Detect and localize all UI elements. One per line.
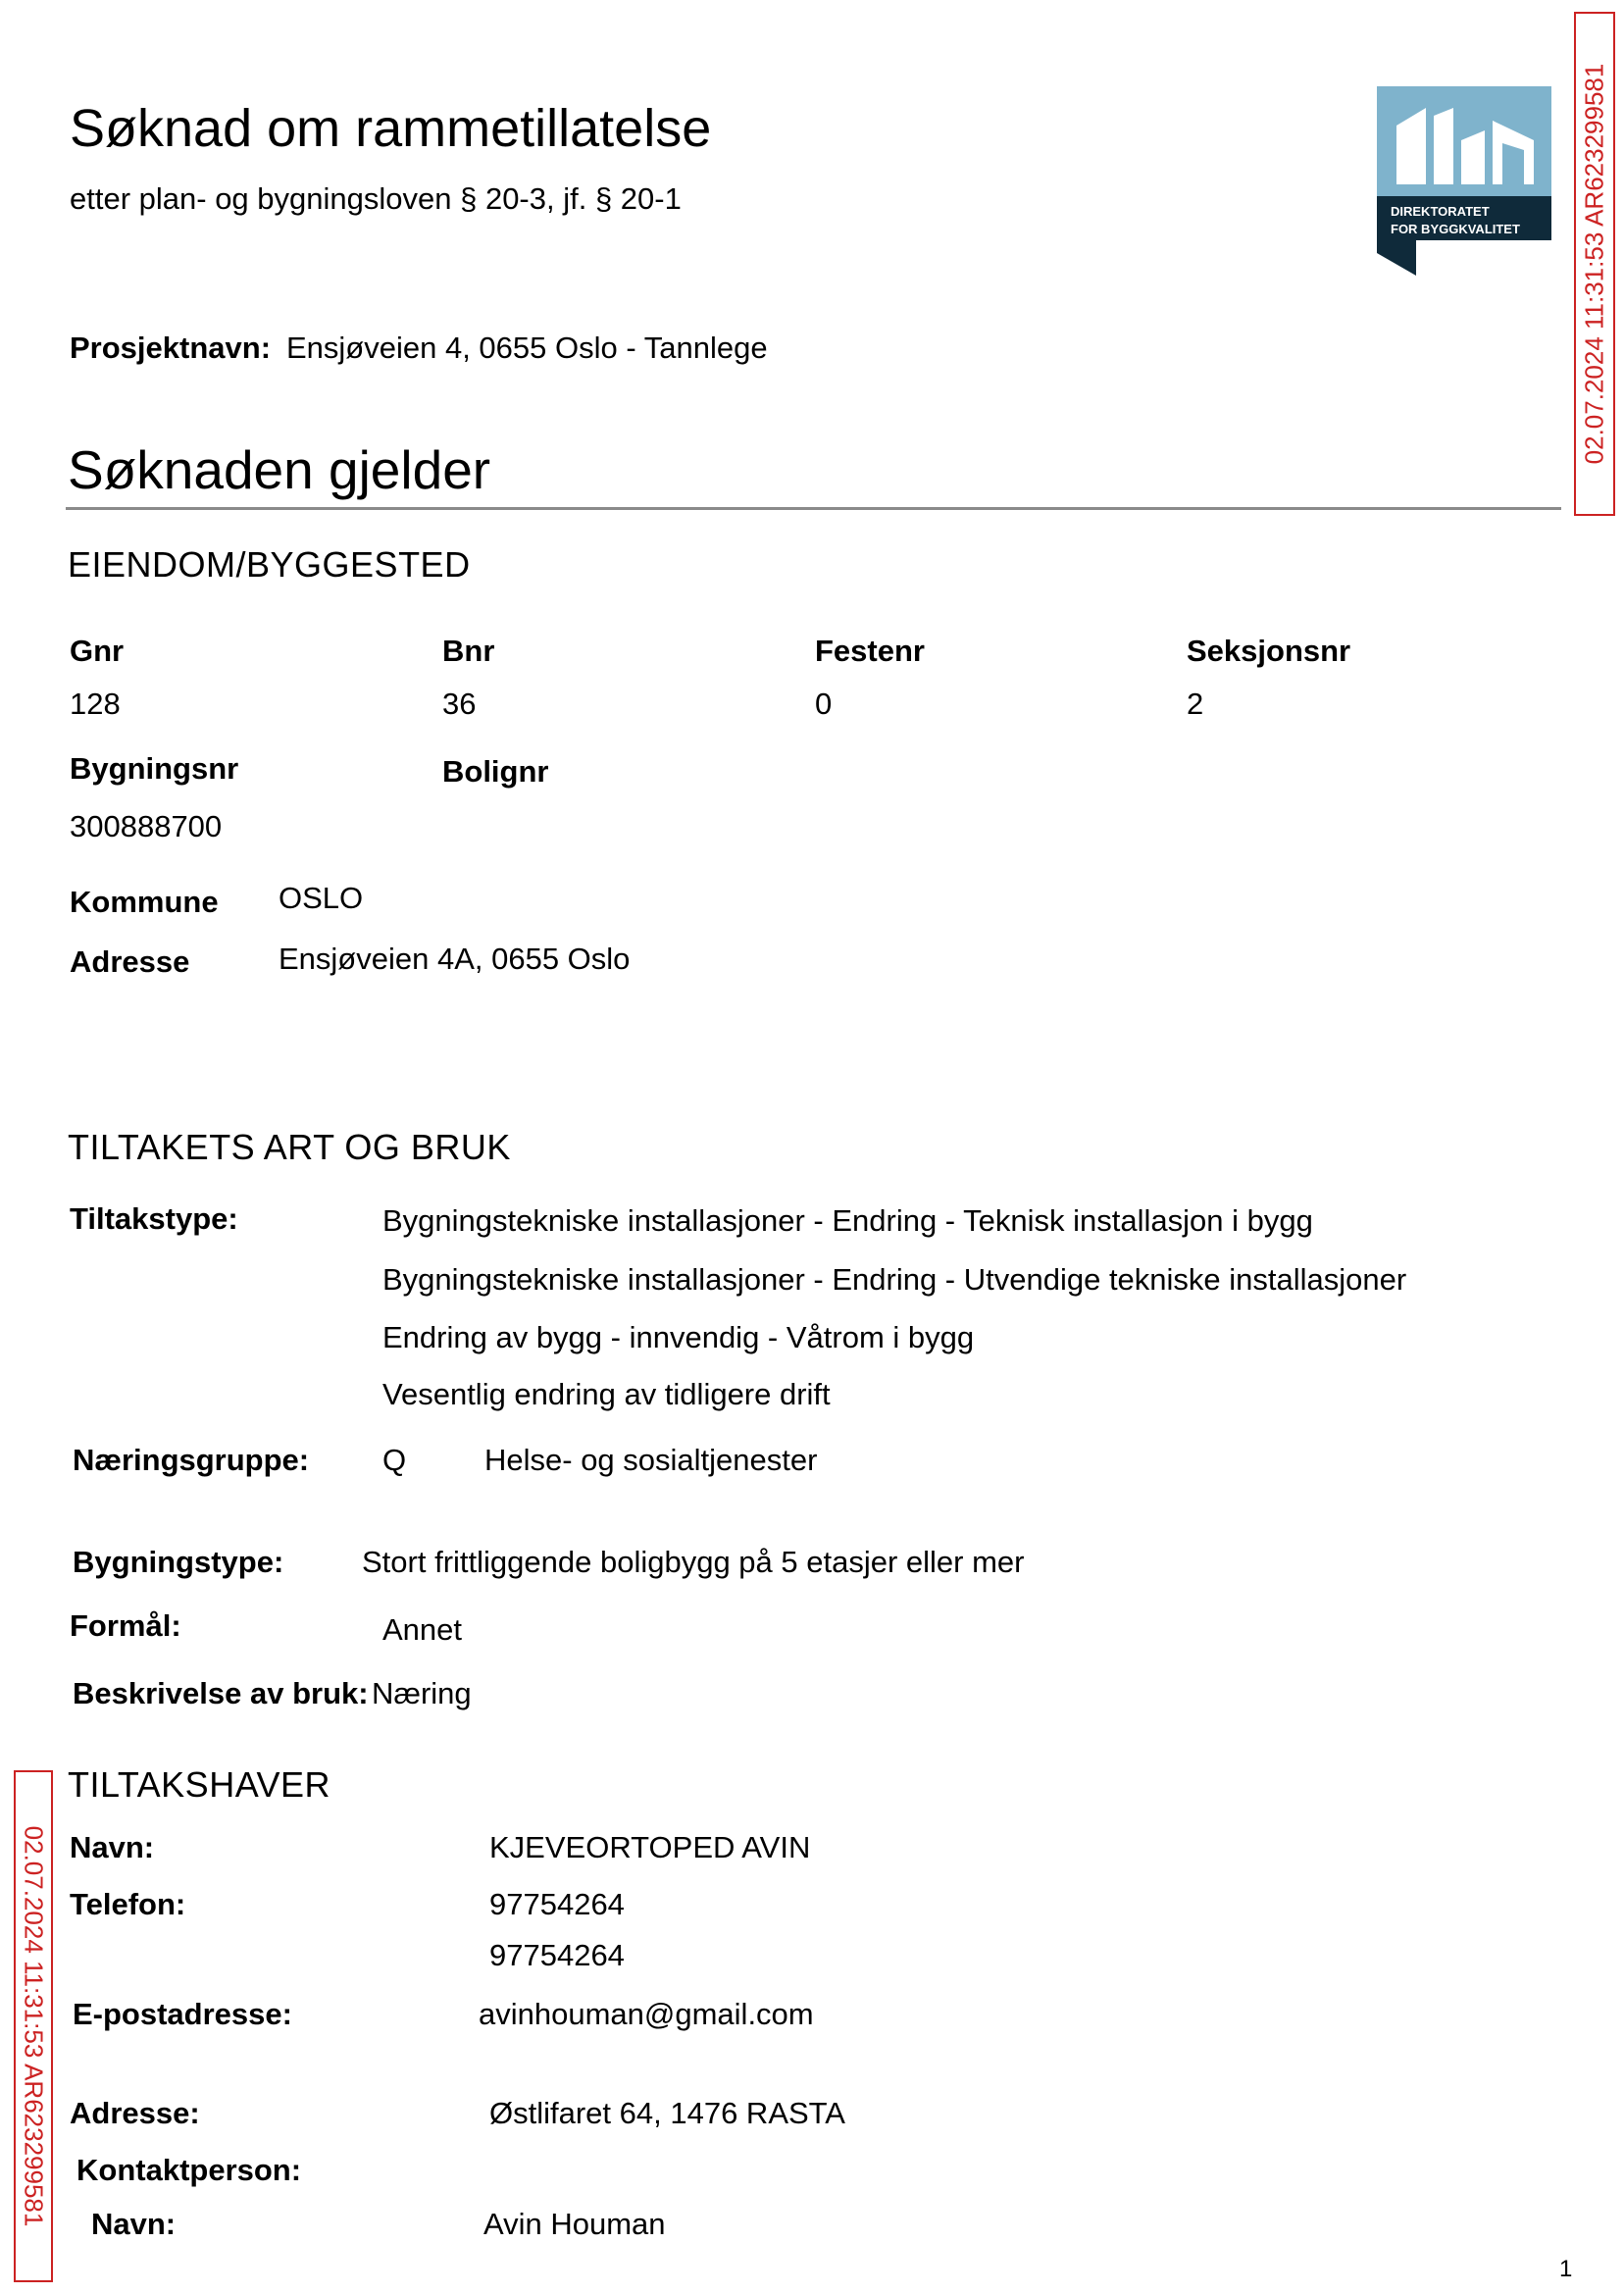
owner-navn-value: KJEVEORTOPED AVIN <box>489 1830 811 1864</box>
owner-telefon-value: 97754264 <box>489 1938 625 1972</box>
timestamp-stamp-top <box>1574 12 1615 516</box>
stamp-text: 02.07.2024 11:31:53 AR623299581 <box>1579 63 1609 465</box>
logo-text-line1: DIREKTORATET <box>1391 204 1490 219</box>
kontaktperson-label: Kontaktperson: <box>76 2153 302 2187</box>
bygningstype-value: Stort frittliggende boligbygg på 5 etasjer eller mer <box>362 1545 1025 1579</box>
project-value: Ensjøveien 4, 0655 Oslo - Tannlege <box>286 331 768 365</box>
festenr-label: Festenr <box>815 634 925 668</box>
beskrivelse-value: Næring <box>372 1676 472 1710</box>
gnr-value: 128 <box>70 687 121 721</box>
section-title-measure: TILTAKETS ART OG BRUK <box>68 1127 511 1167</box>
timestamp-stamp-bottom <box>14 1770 53 2282</box>
owner-telefon-label: Telefon: <box>70 1887 186 1921</box>
kommune-label: Kommune <box>70 885 219 919</box>
heading-divider <box>66 507 1561 510</box>
stamp-text: 02.07.2024 11:31:53 AR623299581 <box>19 1825 49 2227</box>
bnr-label: Bnr <box>442 634 495 668</box>
tiltakstype-item: Bygningstekniske installasjoner - Endring - Teknisk installasjon i bygg <box>382 1203 1313 1238</box>
project-label: Prosjektnavn: <box>70 331 272 365</box>
owner-adresse-value: Østlifaret 64, 1476 RASTA <box>489 2096 845 2130</box>
main-heading: Søknaden gjelder <box>68 439 491 500</box>
naeringsgruppe-value: Helse- og sosialtjenester <box>484 1443 818 1477</box>
section-title-property: EIENDOM/BYGGESTED <box>68 544 471 585</box>
tiltakstype-item: Bygningstekniske installasjoner - Endring - Utvendige tekniske installasjoner <box>382 1262 1407 1297</box>
formal-label: Formål: <box>70 1608 181 1643</box>
logo-graphic <box>1377 86 1551 276</box>
page-subtitle: etter plan- og bygningsloven § 20-3, jf. § 20-1 <box>70 181 682 216</box>
owner-epost-label: E-postadresse: <box>73 1997 292 2031</box>
tiltakstype-item: Endring av bygg - innvendig - Våtrom i bygg <box>382 1320 975 1354</box>
tiltakstype-item: Vesentlig endring av tidligere drift <box>382 1377 831 1411</box>
bygningstype-label: Bygningstype: <box>73 1545 284 1579</box>
bygningsnr-label: Bygningsnr <box>70 751 239 786</box>
kommune-value: OSLO <box>279 881 364 915</box>
adresse-value: Ensjøveien 4A, 0655 Oslo <box>279 942 631 976</box>
owner-telefon-value: 97754264 <box>489 1887 625 1921</box>
bolignr-label: Bolignr <box>442 754 549 789</box>
section-title-owner: TILTAKSHAVER <box>68 1764 331 1805</box>
logo-text-line2: FOR BYGGKVALITET <box>1391 222 1520 236</box>
gnr-label: Gnr <box>70 634 125 668</box>
bnr-value: 36 <box>442 687 477 721</box>
festenr-value: 0 <box>815 687 833 721</box>
bygningsnr-value: 300888700 <box>70 809 223 843</box>
page-number: 1 <box>1559 2256 1573 2282</box>
seksjonsnr-label: Seksjonsnr <box>1187 634 1351 668</box>
owner-adresse-label: Adresse: <box>70 2096 200 2130</box>
naeringsgruppe-label: Næringsgruppe: <box>73 1443 310 1477</box>
dibk-logo <box>1377 86 1551 276</box>
beskrivelse-label: Beskrivelse av bruk: <box>73 1676 369 1710</box>
kontakt-navn-label: Navn: <box>91 2207 177 2241</box>
owner-epost-value: avinhouman@gmail.com <box>479 1997 814 2031</box>
owner-navn-label: Navn: <box>70 1830 155 1864</box>
seksjonsnr-value: 2 <box>1187 687 1204 721</box>
page-title: Søknad om rammetillatelse <box>70 99 712 158</box>
adresse-label: Adresse <box>70 944 190 979</box>
formal-value: Annet <box>382 1612 463 1647</box>
tiltakstype-label: Tiltakstype: <box>70 1201 238 1236</box>
naeringsgruppe-code: Q <box>382 1443 407 1477</box>
kontakt-navn-value: Avin Houman <box>483 2207 666 2241</box>
